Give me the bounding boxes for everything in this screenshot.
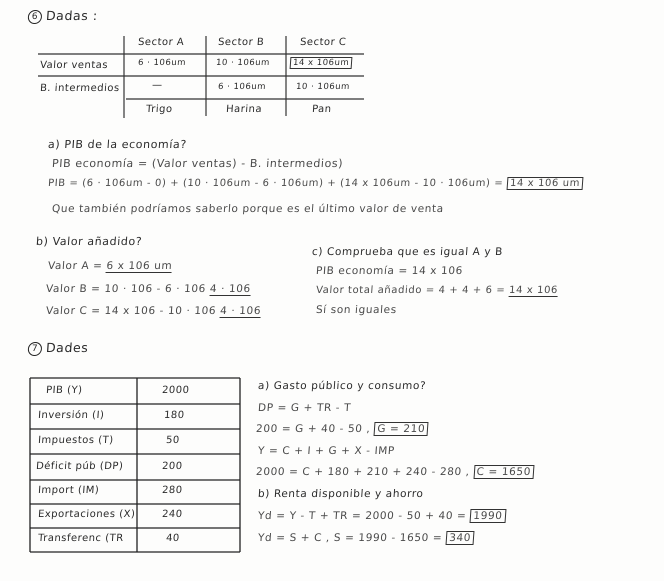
boxed-result: C = 1650 — [473, 465, 534, 479]
underlined-result: 4 · 106 — [209, 283, 252, 295]
exercise-7-title — [27, 340, 89, 356]
table-header-sector-c: Sector C — [299, 37, 347, 48]
answer-text: 200 = G + 40 - 50 , — [255, 423, 371, 435]
answer-line: Sí son iguales — [315, 304, 398, 316]
answer-text: PIB = (6 · 106um - 0) + (10 · 106um - 6 · 106um) + (14 x 106um - 10 · 106um) = — [47, 178, 504, 189]
answer-line — [46, 305, 262, 317]
table-cell: — — [151, 80, 163, 91]
table-row-label: Inversión (I) — [37, 410, 105, 421]
question-c-title: c) Comprueba que es igual A y B — [311, 246, 504, 258]
question-b-title: b) Valor añadido? — [35, 235, 143, 248]
table-header-sector-b: Sector B — [217, 37, 265, 48]
table-cell: 40 — [165, 533, 181, 544]
answer-line — [48, 260, 173, 272]
table-row-label: B. intermedios — [39, 83, 121, 94]
underlined-result: 4 · 106 — [219, 305, 262, 317]
table-row-label: PIB (Y) — [45, 385, 83, 396]
boxed-result: 14 x 106 um — [507, 177, 584, 190]
answer-line — [258, 510, 506, 522]
answer-line — [46, 283, 252, 295]
answer-text: Yd = Y - T + TR = 2000 - 50 + 40 = — [257, 510, 467, 522]
table-cell: 50 — [165, 435, 181, 446]
exercise-title-text: Dadas : — [45, 8, 99, 23]
answer-text: Valor total añadido = 4 + 4 + 6 = — [315, 285, 506, 296]
underlined-result: 14 x 106 — [508, 285, 559, 296]
boxed-result: 340 — [446, 531, 475, 545]
table-row-label: Exportaciones (X) — [37, 509, 136, 520]
table-cell-boxed: 14 x 106um — [290, 57, 353, 69]
table-row-label: Déficit púb (DP) — [35, 461, 124, 472]
answer-line: PIB economía = (Valor ventas) - B. intermedios) — [51, 157, 344, 170]
boxed-result: 1990 — [470, 509, 506, 523]
table-row-label: Import (IM) — [37, 485, 100, 496]
exercise-number-badge: 7 — [27, 342, 42, 356]
table-row-label: Valor ventas — [39, 60, 109, 71]
exercise-title-text: Dades — [45, 340, 89, 355]
question-a-title: a) PIB de la economía? — [47, 138, 188, 151]
table-row-label: Impuestos (T) — [37, 435, 114, 446]
answer-text: 2000 = C + 180 + 210 + 240 - 280 , — [255, 466, 471, 478]
boxed-result: G = 210 — [374, 422, 429, 436]
table-cell: 180 — [163, 410, 185, 421]
table-cell: 2000 — [161, 385, 190, 396]
question-a-title: a) Gasto público y consumo? — [257, 380, 427, 392]
table-cell: 10 · 106um — [295, 82, 351, 92]
table-cell: 280 — [161, 485, 183, 496]
answer-line: PIB economía = 14 x 106 — [315, 265, 464, 277]
table-footer-product: Pan — [311, 104, 332, 115]
answer-text: Yd = S + C , S = 1990 - 1650 = — [257, 532, 443, 544]
exercise-6-title — [27, 8, 98, 24]
table-cell: 10 · 106um — [215, 58, 271, 68]
answer-text: Valor C = 14 x 106 - 10 · 106 — [45, 305, 217, 317]
table-footer-product: Trigo — [145, 104, 173, 115]
answer-line — [256, 466, 535, 478]
answer-text: Valor B = 10 · 106 - 6 · 106 — [45, 283, 207, 295]
table-cell: 6 · 106um — [217, 82, 267, 92]
table-footer-product: Harina — [225, 104, 263, 115]
underlined-result: 6 x 106 um — [106, 260, 173, 272]
answer-line: Que también podríamos saberlo porque es el último valor de venta — [51, 203, 445, 215]
answer-text: Valor A = — [47, 260, 103, 272]
table-header-sector-a: Sector A — [137, 37, 185, 48]
answer-line — [48, 178, 584, 189]
answer-line: DP = G + TR - T — [257, 402, 352, 414]
answer-line — [258, 532, 475, 544]
exercise-number-badge: 6 — [27, 10, 42, 24]
table-cell: 6 · 106um — [137, 58, 187, 68]
answer-line — [316, 285, 559, 296]
answer-line — [256, 423, 429, 435]
question-b-title: b) Renta disponible y ahorro — [257, 488, 424, 500]
answer-line: Y = C + I + G + X - IMP — [257, 445, 396, 457]
table-row-label: Transferenc (TR — [37, 533, 125, 544]
table-cell: 240 — [161, 509, 183, 520]
table-cell: 200 — [161, 461, 183, 472]
